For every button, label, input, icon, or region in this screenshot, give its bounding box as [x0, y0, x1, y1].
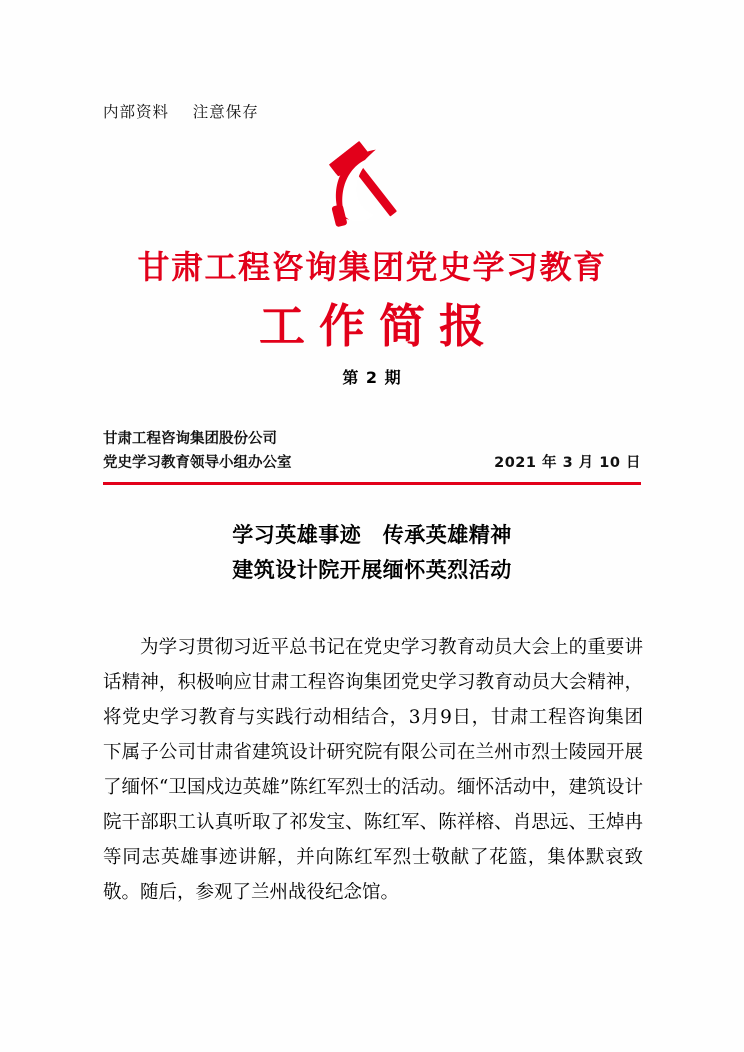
red-divider-rule	[103, 482, 641, 485]
title-block	[0, 248, 744, 388]
article-body	[103, 630, 643, 910]
header-note: 内部资料 注意保存	[103, 103, 259, 121]
issuer-office: 党史学习教育领导小组办公室	[103, 454, 292, 471]
article-heading-line-1: 学习英雄事迹 传承英雄精神	[232, 523, 512, 547]
article-heading	[0, 518, 744, 587]
issue-number: 第 2 期	[342, 368, 402, 388]
issue-date: 2021 年 3 月 10 日	[494, 454, 641, 471]
bulletin-main-title: 甘肃工程咨询集团党史学习教育	[137, 248, 607, 286]
bulletin-sub-title: 工作简报	[259, 299, 499, 354]
emblem-container	[0, 140, 744, 232]
issuer-row	[103, 452, 641, 476]
article-heading-line-2: 建筑设计院开展缅怀英烈活动	[232, 557, 512, 582]
issuer-block	[103, 428, 641, 476]
article-paragraph: 为学习贯彻习近平总书记在党史学习教育动员大会上的重要讲话精神，积极响应甘肃工程咨询集团党史学习教育动员大会精神，将党史学习教育与实践行动相结合，3月9日，甘肃工程咨询集团下属子公司甘肃省建筑设计研究院有限公司在兰州市烈士陵园开展了缅怀“卫国戍边英雄”陈红军烈士的活动。缅怀活动中，建筑设计院干部职工认真听取了祁发宝、陈红军、陈祥榕、肖思远、王焯冉等同志英雄事迹讲解，并向陈红军烈士敬献了花篮，集体默哀致敬。随后，参观了兰州战役纪念馆。	[103, 637, 643, 903]
issuer-organization: 甘肃工程咨询集团股份公司	[103, 431, 277, 447]
cpc-party-emblem-icon	[324, 140, 420, 232]
